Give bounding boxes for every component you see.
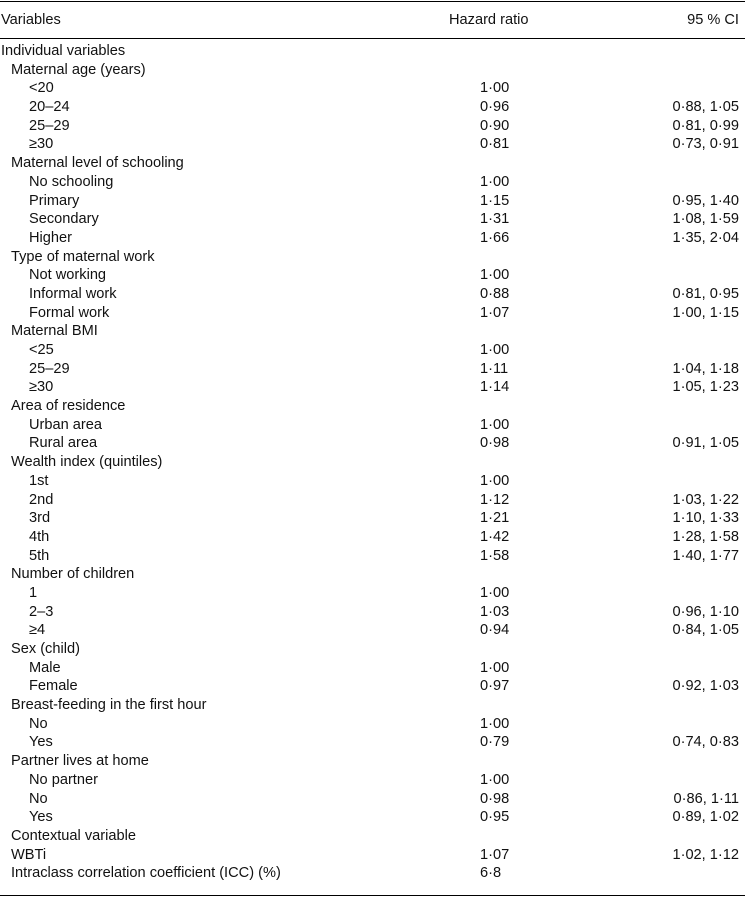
row-label: No partner bbox=[29, 771, 98, 788]
row-label: Number of children bbox=[11, 566, 135, 583]
table-row bbox=[0, 229, 745, 248]
table-row bbox=[0, 192, 745, 211]
table-row bbox=[0, 397, 745, 416]
row-label: 2–3 bbox=[29, 603, 54, 620]
table-row bbox=[0, 117, 745, 136]
table-row bbox=[0, 771, 745, 790]
row-label: 3rd bbox=[29, 510, 51, 527]
table-row bbox=[0, 584, 745, 603]
row-label: Secondary bbox=[29, 211, 99, 228]
row-label: Type of maternal work bbox=[11, 248, 155, 265]
table-row bbox=[0, 733, 745, 752]
table-row bbox=[0, 752, 745, 771]
table-row bbox=[0, 827, 745, 846]
hazard-ratio-cell: 1·66 bbox=[480, 229, 510, 246]
hazard-ratio-cell: 0·98 bbox=[480, 790, 510, 807]
row-label: Female bbox=[29, 678, 78, 695]
hazard-ratio-cell: 1·00 bbox=[480, 771, 510, 788]
table-row bbox=[0, 173, 745, 192]
ci-cell: 1·08, 1·59 bbox=[672, 211, 739, 228]
hazard-ratio-cell: 1·07 bbox=[480, 304, 510, 321]
table-row bbox=[0, 210, 745, 229]
table-row bbox=[0, 285, 745, 304]
ci-cell: 1·02, 1·12 bbox=[672, 846, 739, 863]
hazard-ratio-cell: 1·11 bbox=[480, 360, 509, 377]
ci-cell: 1·04, 1·18 bbox=[672, 360, 739, 377]
header-rule bbox=[0, 38, 745, 39]
row-label: Urban area bbox=[29, 416, 103, 433]
hazard-ratio-cell: 1·00 bbox=[480, 342, 510, 358]
table-row bbox=[0, 640, 745, 659]
row-label: Sex (child) bbox=[11, 641, 80, 657]
row-label: Partner lives at home bbox=[11, 753, 149, 770]
hazard-ratio-cell: 1·15 bbox=[480, 192, 510, 209]
row-label: Maternal BMI bbox=[11, 323, 98, 340]
hazard-ratio-cell: 0·90 bbox=[480, 117, 510, 134]
row-label: 25–29 bbox=[29, 117, 70, 134]
table-row bbox=[0, 360, 745, 379]
row-label: 20–24 bbox=[29, 99, 70, 116]
table-row bbox=[0, 790, 745, 809]
row-label: No bbox=[29, 790, 48, 807]
table-row bbox=[0, 61, 745, 80]
table-top-rule bbox=[0, 1, 745, 2]
hazard-ratio-cell: 1·03 bbox=[480, 603, 510, 620]
row-label: Individual variables bbox=[1, 43, 126, 59]
row-label: ≥4 bbox=[29, 622, 46, 639]
row-label: Breast-feeding in the first hour bbox=[11, 697, 207, 714]
hazard-ratio-cell: 1·31 bbox=[480, 211, 510, 228]
hazard-ratio-cell: 0·97 bbox=[480, 678, 510, 695]
row-label: Area of residence bbox=[11, 398, 126, 415]
table-row bbox=[0, 248, 745, 267]
hazard-ratio-cell: 1·00 bbox=[480, 267, 510, 284]
table-bottom-rule bbox=[0, 895, 745, 896]
table-row bbox=[0, 266, 745, 285]
row-label: 1st bbox=[29, 472, 49, 489]
ci-cell: 0·81, 0·95 bbox=[672, 285, 739, 302]
ci-cell: 0·86, 1·11 bbox=[673, 790, 739, 807]
ci-cell: 1·03, 1·22 bbox=[672, 491, 739, 508]
table-row bbox=[0, 341, 745, 360]
row-label: Maternal level of schooling bbox=[11, 155, 184, 172]
hazard-ratio-cell: 0·81 bbox=[480, 136, 510, 153]
row-label: Rural area bbox=[29, 435, 98, 452]
row-label: WBTi bbox=[11, 846, 47, 863]
ci-cell: 0·96, 1·10 bbox=[672, 603, 739, 620]
hazard-ratio-cell: 1·00 bbox=[480, 416, 510, 433]
hazard-ratio-cell: 1·58 bbox=[480, 547, 510, 564]
row-label: No schooling bbox=[29, 173, 114, 190]
table-row bbox=[0, 42, 745, 61]
row-label: Contextual variable bbox=[11, 827, 136, 844]
table-row bbox=[0, 659, 745, 678]
ci-cell: 1·28, 1·58 bbox=[672, 528, 739, 545]
table-row bbox=[0, 434, 745, 453]
table-row bbox=[0, 696, 745, 715]
row-label: Maternal age (years) bbox=[11, 61, 146, 78]
row-label: <20 bbox=[29, 80, 54, 97]
row-label: Male bbox=[29, 659, 61, 676]
row-label: Yes bbox=[29, 809, 53, 826]
table-row bbox=[0, 621, 745, 640]
ci-cell: 1·10, 1·33 bbox=[672, 510, 739, 527]
ci-cell: 0·92, 1·03 bbox=[672, 678, 739, 695]
table-row bbox=[0, 472, 745, 491]
row-label: Not working bbox=[29, 267, 107, 284]
row-label: Formal work bbox=[29, 304, 110, 321]
hazard-ratio-cell: 1·21 bbox=[480, 510, 510, 527]
row-label: ≥30 bbox=[29, 136, 54, 153]
hazard-ratio-cell: 1·14 bbox=[480, 379, 510, 396]
table-row bbox=[0, 304, 745, 323]
table-row bbox=[0, 603, 745, 622]
hazard-ratio-cell: 1·00 bbox=[480, 472, 510, 489]
ci-cell: 0·88, 1·05 bbox=[672, 99, 739, 116]
table-row bbox=[0, 98, 745, 117]
hazard-ratio-cell: 0·98 bbox=[480, 435, 510, 452]
table-row bbox=[0, 528, 745, 547]
ci-cell: 0·91, 1·05 bbox=[672, 435, 739, 452]
table-row bbox=[0, 491, 745, 510]
hazard-ratio-cell: 0·88 bbox=[480, 285, 510, 302]
ci-cell: 1·00, 1·15 bbox=[672, 304, 739, 321]
table-row bbox=[0, 846, 745, 865]
table-row bbox=[0, 565, 745, 584]
header-hazard-ratio: Hazard ratio bbox=[449, 12, 529, 28]
ci-cell: 1·40, 1·77 bbox=[672, 547, 739, 564]
row-label: No bbox=[29, 715, 48, 732]
hazard-ratio-cell: 1·00 bbox=[480, 173, 510, 190]
header-ci: 95 % CI bbox=[687, 12, 739, 28]
hazard-ratio-cell: 1·00 bbox=[480, 659, 510, 676]
row-label: Primary bbox=[29, 192, 80, 209]
hazard-ratio-cell: 1·12 bbox=[480, 491, 510, 508]
hazard-ratio-cell: 1·00 bbox=[480, 584, 510, 601]
row-label: 4th bbox=[29, 528, 50, 545]
row-label: 1 bbox=[29, 584, 38, 601]
row-label: 5th bbox=[29, 547, 50, 564]
table-row bbox=[0, 453, 745, 472]
table-row bbox=[0, 79, 745, 98]
ci-cell: 0·73, 0·91 bbox=[672, 136, 739, 153]
row-label: Higher bbox=[29, 229, 72, 246]
ci-cell: 0·84, 1·05 bbox=[672, 622, 739, 639]
table-row bbox=[0, 322, 745, 341]
row-label: 2nd bbox=[29, 491, 54, 508]
table-row bbox=[0, 416, 745, 435]
hazard-ratio-cell: 1·00 bbox=[480, 80, 510, 97]
row-label: 25–29 bbox=[29, 360, 70, 377]
ci-cell: 0·89, 1·02 bbox=[672, 809, 739, 826]
table-body bbox=[0, 42, 745, 883]
hazard-ratio-cell: 0·79 bbox=[480, 734, 510, 751]
ci-cell: 1·05, 1·23 bbox=[672, 379, 739, 396]
table-row bbox=[0, 677, 745, 696]
hazard-ratio-cell: 1·00 bbox=[480, 715, 510, 732]
row-label: ≥30 bbox=[29, 379, 54, 396]
ci-cell: 1·35, 2·04 bbox=[672, 229, 739, 246]
header-variables: Variables bbox=[1, 12, 61, 28]
hazard-ratio-cell: 0·95 bbox=[480, 809, 510, 826]
table-row bbox=[0, 509, 745, 528]
hazard-ratio-cell: 6·8 bbox=[480, 865, 502, 882]
row-label: Informal work bbox=[29, 285, 117, 302]
table-row bbox=[0, 547, 745, 566]
hazard-ratio-cell: 0·94 bbox=[480, 622, 510, 639]
hazard-ratio-cell: 1·42 bbox=[480, 528, 510, 545]
ci-cell: 0·95, 1·40 bbox=[672, 192, 739, 209]
table-row bbox=[0, 135, 745, 154]
hazard-ratio-cell: 1·07 bbox=[480, 846, 510, 863]
hazard-ratio-cell: 0·96 bbox=[480, 99, 510, 116]
row-label: <25 bbox=[29, 342, 54, 358]
row-label: Wealth index (quintiles) bbox=[11, 454, 163, 471]
row-label: Yes bbox=[29, 734, 53, 751]
ci-cell: 0·74, 0·83 bbox=[672, 734, 739, 751]
table-row bbox=[0, 154, 745, 173]
table-row bbox=[0, 715, 745, 734]
table-row bbox=[0, 378, 745, 397]
row-label: Intraclass correlation coefficient (ICC) (%) bbox=[11, 865, 281, 882]
table-row bbox=[0, 864, 745, 883]
ci-cell: 0·81, 0·99 bbox=[672, 117, 739, 134]
table-row bbox=[0, 808, 745, 827]
